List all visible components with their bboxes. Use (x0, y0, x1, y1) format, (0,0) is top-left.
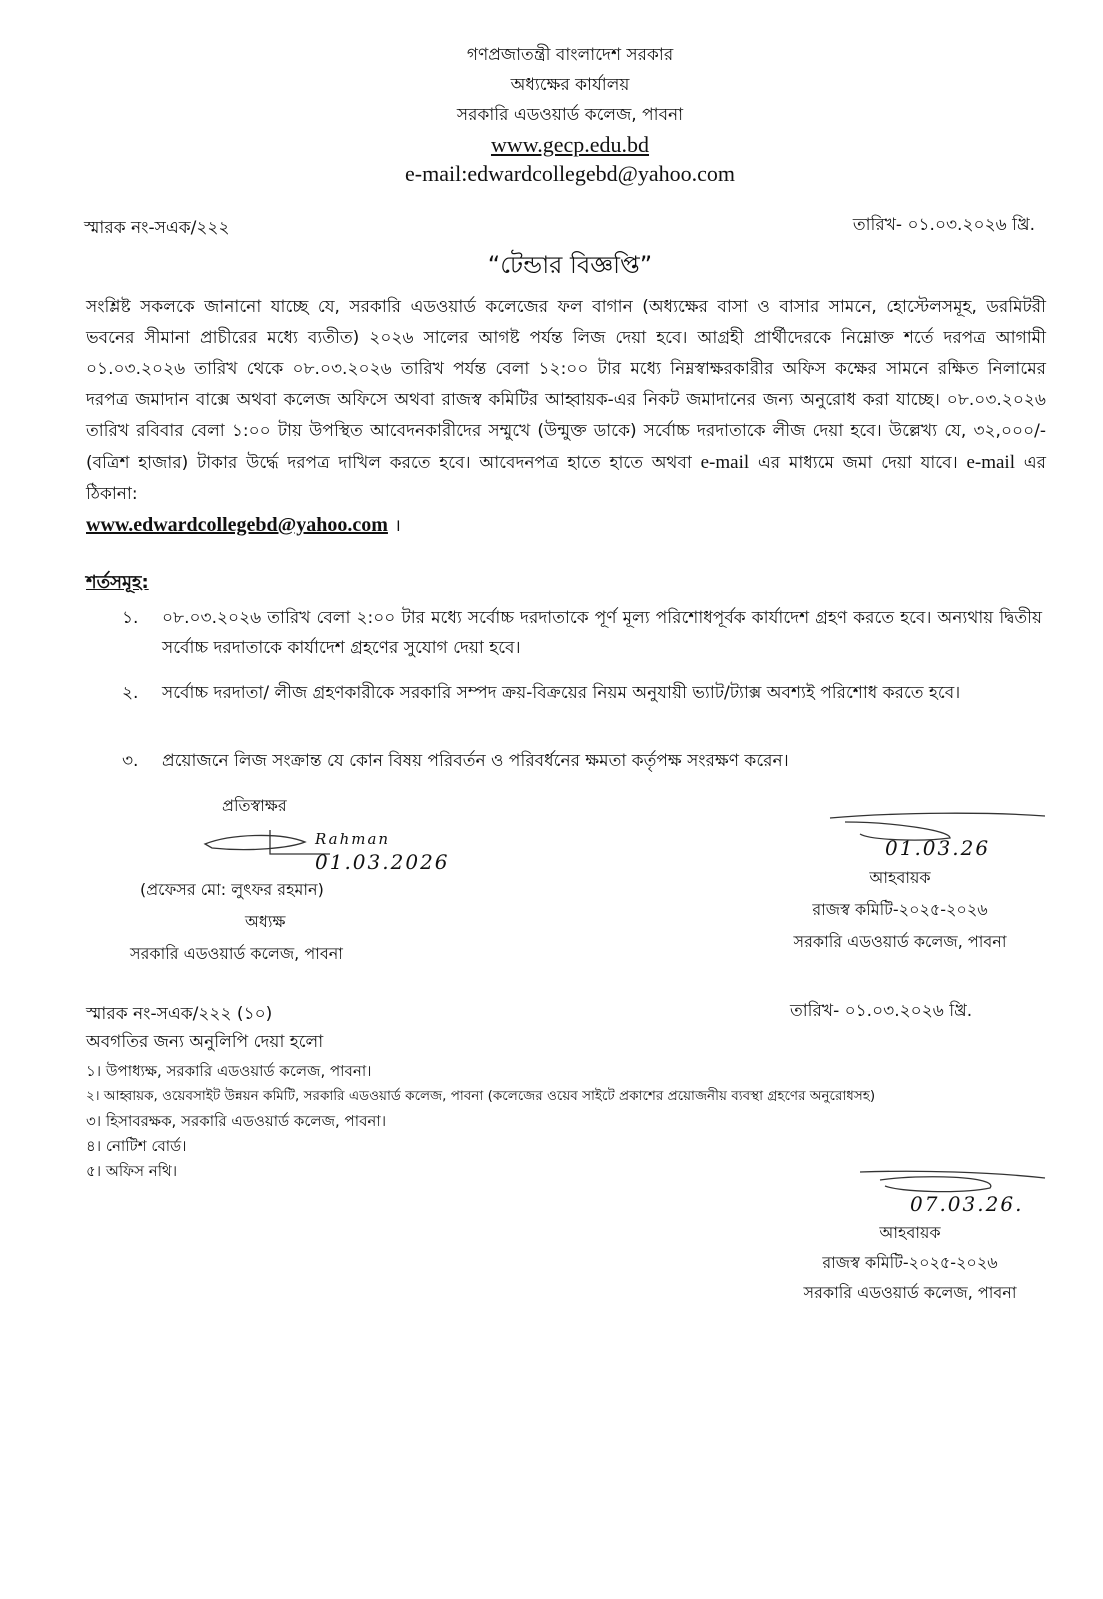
condition-text: সর্বোচ্চ দরদাতা/ লীজ গ্রহণকারীকে সরকারি সম্পদ ক্রয়-বিক্রয়ের নিয়ম অনুযায়ী ভ্যাট/ট্যাক্স অবশ্যই পরিশোধ করতে হবে। (162, 683, 961, 703)
memo-number: স্মারক নং-সএক/২২২ (84, 218, 230, 238)
copy-memo-date: তারিখ- ০১.০৩.২০২৬ খ্রি. (790, 1001, 973, 1021)
handwritten-date: 01.03.26 (885, 836, 991, 860)
handwritten-date: 01.03.2026 (315, 850, 450, 874)
email-address-link[interactable]: www.edwardcollegebd@yahoo.com (86, 514, 388, 536)
letterhead (300, 40, 840, 188)
copy-item: ১। উপাধ্যক্ষ, সরকারি এডওয়ার্ড কলেজ, পাবনা। (86, 1062, 372, 1080)
government-name: গণপ্রজাতন্ত্রী বাংলাদেশ সরকার (466, 45, 674, 65)
signature-mark (130, 822, 450, 874)
copy-item: ৩। হিসাবরক্ষক, সরকারি এডওয়ার্ড কলেজ, পাবনা। (86, 1112, 387, 1130)
copy-item: ৪। নোটিশ বোর্ড। (86, 1137, 187, 1155)
website-link[interactable]: www.gecp.edu.bd (490, 132, 650, 157)
principal-name: (প্রফেসর মো: লুৎফর রহমান) (140, 880, 324, 899)
body-email-word: e-mail (700, 452, 750, 473)
condition-number: ৩. (122, 751, 139, 771)
body-text: সংশ্লিষ্ট সকলকে জানানো যাচ্ছে যে, সরকারি এডওয়ার্ড কলেজের ফল বাগান (অধ্যক্ষের বাসা ও বাসার সামনে, হোস্টেলসমূহ, ডরমিটরী ভবনের সীমানা প্রাচীরের মধ্যে ব্যতীত) ২০২৬ সালের আগষ্ট পর্যন্ত লিজ দেয়া হবে। আগ্রহী প্রার্থীদেরকে নিম্নোক্ত শর্তে দরপত্র আগামী ০১.০৩.২০২৬ তারিখ থেকে ০৮.০৩.২০২৬ তারিখ পর্যন্ত বেলা ১২:০০ টার মধ্যে নিম্নস্বাক্ষরকারীর অফিস কক্ষের সামনে রক্ষিত নিলামের দরপত্র জমাদান বাক্সে অথবা কলেজ অফিসে অথবা রাজস্ব কমিটির আহ্বায়ক-এর নিকট জমাদানের জন্য অনুরোধ করা যাচ্ছে। ০৮.০৩.২০২৬ তারিখ রবিবার বেলা ১:০০ টায় উপস্থিত আবেদনকারীদের সম্মুখে (উন্মুক্ত ডাকে) সর্বোচ্চ দরদাতাকে লীজ দেয়া হবে। উল্লেখ্য যে, ৩২,০০০/- (বত্রিশ হাজার) টাকার উর্দ্ধে দরপত্র দাখিল করতে হবে। আবেদনপত্র হাতে হাতে অথবা (86, 297, 1046, 473)
convener-block (750, 808, 1050, 958)
condition-number: ১. (122, 608, 139, 628)
copy-item: ৫। অফিস নথি। (86, 1162, 178, 1180)
condition-number: ২. (122, 683, 139, 703)
principal-institution: সরকারি এডওয়ার্ড কলেজ, পাবনা (130, 944, 343, 963)
end-mark: । (394, 516, 401, 536)
copy-intro: অবগতির জন্য অনুলিপি দেয়া হলো (86, 1032, 324, 1052)
condition-text: ০৮.০৩.২০২৬ তারিখ বেলা ২:০০ টার মধ্যে সর্বোচ্চ দরদাতাকে পূর্ণ মূল্য পরিশোধপূর্বক কার্যাদেশ গ্রহণ করতে হবে। অন্যথায় দ্বিতীয় সর্বোচ্চ দরদাতাকে কার্যাদেশ গ্রহণের সুযোগ দেয়া হবে। (162, 608, 1042, 658)
convener-committee: রাজস্ব কমিটি-২০২৫-২০২৬ (812, 900, 988, 919)
copy-signature-block (760, 1160, 1060, 1308)
copy-convener-committee: রাজস্ব কমিটি-২০২৫-২০২৬ (822, 1253, 998, 1272)
countersign-label: প্রতিস্বাক্ষর (222, 796, 287, 815)
condition-item (122, 678, 1042, 708)
body-text: এর ঠিকানা: (86, 453, 1047, 504)
conditions-heading: শর্তসমূহ: (86, 572, 149, 593)
countersign-block (130, 790, 450, 970)
copy-item: ২। আহ্বায়ক, ওয়েবসাইট উন্নয়ন কমিটি, সরকারি এডওয়ার্ড কলেজ, পাবনা (কলেজের ওয়েব সাইটে প্রকাশের প্রয়োজনীয় ব্যবস্থা গ্রহণের অনুরোধসহ) (86, 1088, 876, 1104)
notice-title: “টেন্ডার বিজ্ঞপ্তি” (487, 251, 653, 279)
convener-designation: আহবায়ক (869, 868, 931, 887)
convener-institution: সরকারি এডওয়ার্ড কলেজ, পাবনা (793, 932, 1007, 951)
notice-body (86, 292, 1046, 542)
copy-convener-designation: আহবায়ক (879, 1223, 941, 1242)
handwritten-date: 07.03.26. (910, 1192, 1024, 1216)
body-text: এর মাধ্যমে জমা দেয়া যাবে। (757, 453, 958, 473)
header-email: e-mail:edwardcollegebd@yahoo.com (405, 161, 735, 186)
memo-date: তারিখ- ০১.০৩.২০২৬ খ্রি. (852, 215, 1035, 235)
condition-item (122, 746, 1042, 776)
college-name: সরকারি এডওয়ার্ড কলেজ, পাবনা (456, 105, 684, 125)
signature-text: Rahman (315, 830, 391, 848)
condition-item (122, 603, 1042, 663)
office-name: অধ্যক্ষের কার্যালয় (510, 75, 630, 95)
body-email-word: e-mail (966, 452, 1015, 473)
copy-convener-institution: সরকারি এডওয়ার্ড কলেজ, পাবনা (803, 1283, 1017, 1302)
copy-memo-number: স্মারক নং-সএক/২২২ (১০) (86, 1004, 273, 1024)
principal-designation: অধ্যক্ষ (245, 912, 286, 931)
signature-mark (760, 1160, 1060, 1218)
condition-text: প্রয়োজনে লিজ সংক্রান্ত যে কোন বিষয় পরিবর্তন ও পরিবর্ধনের ক্ষমতা কর্তৃপক্ষ সংরক্ষণ করেন। (162, 751, 789, 771)
signature-mark (750, 808, 1050, 862)
